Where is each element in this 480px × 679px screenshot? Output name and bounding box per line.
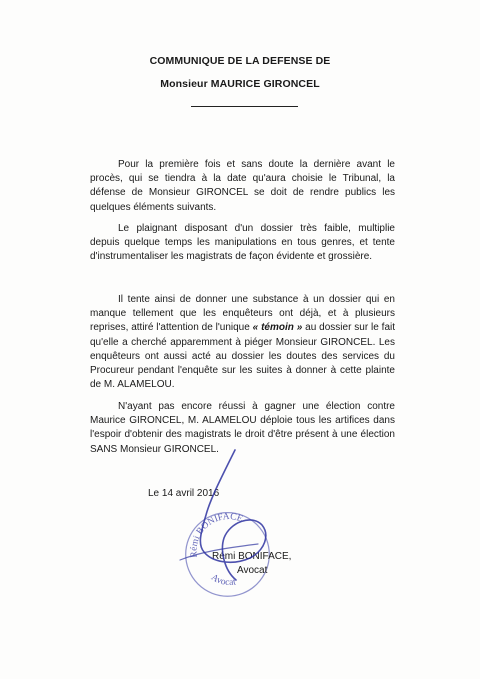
signatory-name: Rémi BONIFACE, (212, 551, 292, 562)
paragraph-2: Le plaignant disposant d'un dossier très faible, multiplie depuis quelque temps les manipulations en tous genres, et tente d'instrumentaliser les magistrats de façon évidente et grossière. (90, 223, 395, 263)
paragraph-3 (90, 293, 395, 392)
paragraph-3-part2: au dossier sur le fait qu'elle a cherché apparemment à piéger Monsieur GIRONCEL. Les enquêteurs ont aussi acté au dossier les doutes des services du Procureur pendant l'enquête sur les suites à donner à cette plainte de M. ALAMELOU. (90, 322, 396, 391)
paragraph-4: N'ayant pas encore réussi à gagner une élection contre Maurice GIRONCEL, M. ALAMELOU déploie tous les artifices dans l'espoir d'obtenir des magistrats le droit d'être présent à une élection SANS Monsieur GIRONCEL. (90, 401, 395, 455)
signatory-role: Avocat (237, 565, 268, 576)
title-underline (191, 106, 298, 107)
document-date: Le 14 avril 2016 (148, 488, 220, 499)
stamp-text-bottom: Avocat (209, 572, 237, 589)
paragraph-3-part1: Il tente ainsi de donner une substance à un dossier qui en manque tellement que les enquêteurs ont déjà, et à plusieurs reprises, attiré l'attention de l'unique (90, 294, 395, 334)
paragraph-3-quote: « témoin » (252, 322, 303, 334)
svg-text:Avocat (209, 573, 237, 588)
document-title-line2: Monsieur MAURICE GIRONCEL (160, 78, 320, 90)
paragraph-1: Pour la première fois et sans doute la dernière avant le procès, qui se tiendra à la date qu'aura choisie le Tribunal, la défense de Monsieur GIRONCEL se doit de rendre publics les quelques éléments suivants. (90, 159, 395, 213)
stamp-text-top: Rémi BONIFACE (189, 511, 244, 558)
document-title-line1: COMMUNIQUE DE LA DEFENSE DE (149, 55, 331, 67)
